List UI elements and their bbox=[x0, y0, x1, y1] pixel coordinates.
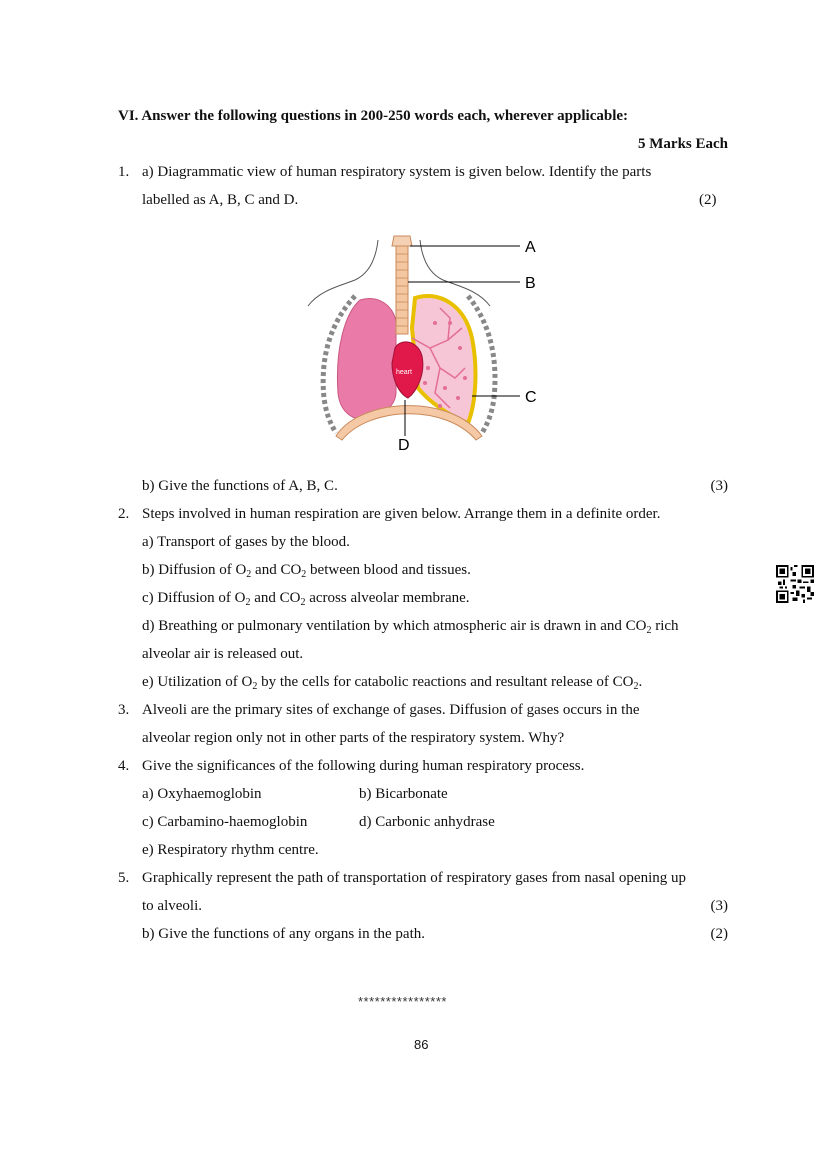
q4-c: c) Carbamino-haemoglobin bbox=[142, 814, 308, 830]
label-b: B bbox=[525, 275, 536, 292]
q4-intro: Give the significances of the following during human respiratory process. bbox=[142, 758, 585, 774]
label-c: C bbox=[525, 389, 537, 406]
q2-b: b) Diffusion of $O_2$ and $CO_2$ between blood and tissues. bbox=[142, 562, 471, 580]
q1-mark-a: (2) bbox=[699, 192, 717, 208]
page-number: 86 bbox=[414, 1037, 429, 1052]
section-title: VI. Answer the following questions in 200-250 words each, wherever applicable: bbox=[118, 108, 629, 124]
q4-number: 4. bbox=[118, 758, 130, 774]
q3-line1: Alveoli are the primary sites of exchange of gases. Diffusion of gases occurs in the bbox=[142, 702, 640, 718]
q1-part-b: b) Give the functions of A, B, C. bbox=[142, 478, 338, 494]
q5-mark-b: (2) bbox=[710, 926, 728, 942]
left-lung bbox=[337, 299, 396, 420]
q5-mark-a: (3) bbox=[710, 898, 728, 914]
heart-label: heart bbox=[396, 369, 412, 376]
q3-number: 3. bbox=[118, 702, 130, 718]
q4-e: e) Respiratory rhythm centre. bbox=[142, 842, 319, 858]
respiratory-diagram bbox=[300, 228, 560, 456]
q2-d: d) Breathing or pulmonary ventilation by which atmospheric air is drawn in and $CO_2$ rich bbox=[142, 618, 679, 636]
q4-b: b) Bicarbonate bbox=[359, 786, 448, 802]
q2-c: c) Diffusion of $O_2$ and $CO_2$ across alveolar membrane. bbox=[142, 590, 470, 608]
q2-a: a) Transport of gases by the blood. bbox=[142, 534, 350, 550]
qr-code-icon bbox=[776, 565, 814, 603]
label-d: D bbox=[398, 437, 410, 454]
larynx bbox=[392, 236, 412, 246]
q4-d: d) Carbonic anhydrase bbox=[359, 814, 495, 830]
q1-line2: labelled as A, B, C and D. bbox=[142, 192, 299, 208]
q5-line2: to alveoli. bbox=[142, 898, 202, 914]
q4-a: a) Oxyhaemoglobin bbox=[142, 786, 262, 802]
label-a: A bbox=[525, 239, 536, 256]
q5-number: 5. bbox=[118, 870, 130, 886]
marks-each: 5 Marks Each bbox=[638, 136, 728, 152]
end-separator: **************** bbox=[358, 994, 447, 1009]
trachea bbox=[396, 246, 408, 334]
q1-line1: a) Diagrammatic view of human respiratory system is given below. Identify the parts bbox=[142, 164, 652, 180]
q2-d-line2: alveolar air is released out. bbox=[142, 646, 304, 662]
q2-e: e) Utilization of $O_2$ by the cells for catabolic reactions and resultant release of $CO_2$. bbox=[142, 674, 643, 692]
q2-intro: Steps involved in human respiration are given below. Arrange them in a definite order. bbox=[142, 506, 661, 522]
q5-part-b: b) Give the functions of any organs in the path. bbox=[142, 926, 425, 942]
q1-mark-b: (3) bbox=[710, 478, 728, 494]
q1-number: 1. bbox=[118, 164, 130, 180]
q3-line2: alveolar region only not in other parts of the respiratory system. Why? bbox=[142, 730, 565, 746]
q2-number: 2. bbox=[118, 506, 130, 522]
q5-line1: Graphically represent the path of transportation of respiratory gases from nasal opening up bbox=[142, 870, 686, 886]
